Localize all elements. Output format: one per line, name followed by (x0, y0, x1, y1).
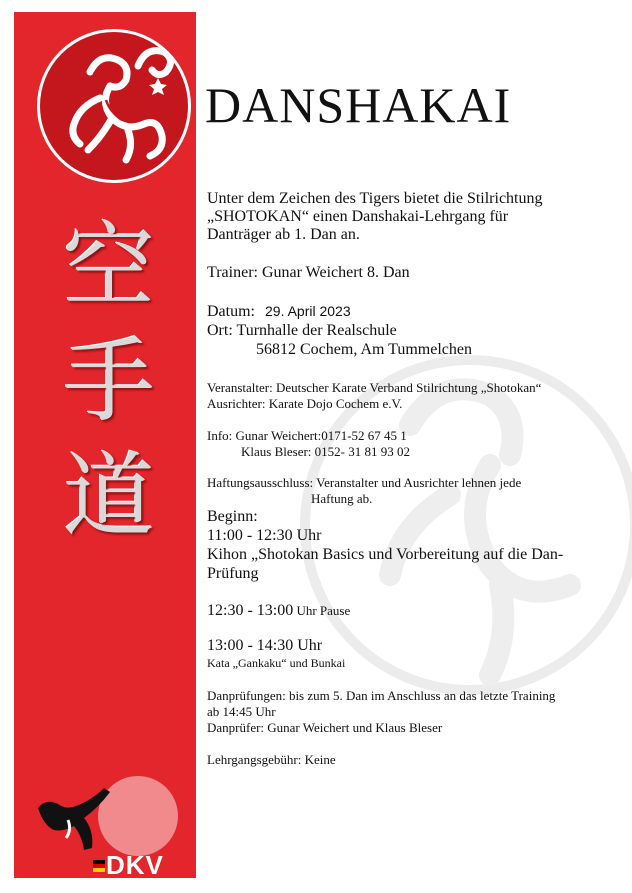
flag-stripe-gold (93, 868, 105, 872)
ort-line-2: 56812 Cochem, Am Tummelchen (256, 341, 472, 358)
page-title: DANSHAKAI (205, 77, 512, 133)
haftung-line-1: Haftungsausschluss: Veranstalter und Ausrichter lehnen jede (207, 475, 522, 490)
info-line-2: Klaus Bleser: 0152- 31 81 93 02 (241, 444, 410, 459)
slot2-line (207, 602, 350, 620)
tiger-icon (40, 32, 188, 180)
datum-label: Datum: (207, 303, 255, 320)
ort-line-1: Ort: Turnhalle der Realschule (207, 322, 397, 339)
intro-line: „SHOTOKAN“ einen Danshakai-Lehrgang für (207, 208, 509, 225)
slot2-time: 12:30 - 13:00 (207, 602, 294, 619)
veranstalter-line: Veranstalter: Deutscher Karate Verband Stilrichtung „Shotokan“ (207, 380, 542, 395)
ausrichter-line: Ausrichter: Karate Dojo Cochem e.V. (207, 396, 403, 411)
haftung-line-2: Haftung ab. (311, 491, 373, 506)
slot1-time: 11:00 - 12:30 Uhr (207, 527, 322, 544)
danpruefer-line: Danprüfer: Gunar Weichert und Klaus Bleser (207, 720, 443, 735)
slot3-time: 13:00 - 14:30 Uhr (207, 637, 323, 654)
slot1-desc-line-1: Kihon „Shotokan Basics und Vorbereitung auf die Dan- (207, 546, 564, 563)
intro-text (207, 190, 543, 244)
kanji-kara: 空 (62, 213, 155, 320)
tiger-watermark-icon (300, 315, 632, 735)
datum-line (207, 302, 351, 321)
info-line-1: Info: Gunar Weichert:0171-52 67 45 1 (207, 428, 407, 443)
kanji-te: 手 (62, 328, 155, 435)
intro-line: Unter dem Zeichen des Tigers bietet die Stilrichtung (207, 190, 543, 207)
slot3-desc: Kata „Gankaku“ und Bunkai (207, 656, 346, 670)
shotokan-tiger-logo (37, 29, 191, 183)
kanji-do: 道 (62, 443, 155, 550)
danpruefungen-line-1: Danprüfungen: bis zum 5. Dan im Anschluss an das letzte Training (207, 688, 556, 703)
beginn-label: Beginn: (207, 508, 258, 525)
star-icon (149, 78, 167, 95)
trainer-line: Trainer: Gunar Weichert 8. Dan (207, 264, 410, 281)
intro-line: Danträger ab 1. Dan an. (207, 226, 360, 243)
red-sidebar (14, 12, 196, 878)
datum-value: 29. April 2023 (265, 303, 351, 319)
danpruefungen-line-2: ab 14:45 Uhr (207, 704, 276, 719)
slot2-desc: Uhr Pause (293, 603, 351, 618)
gebuehr-line: Lehrgangsgebühr: Keine (207, 752, 336, 767)
slot1-desc-line-2: Prüfung (207, 565, 259, 582)
dkv-label: DKV (106, 850, 164, 880)
